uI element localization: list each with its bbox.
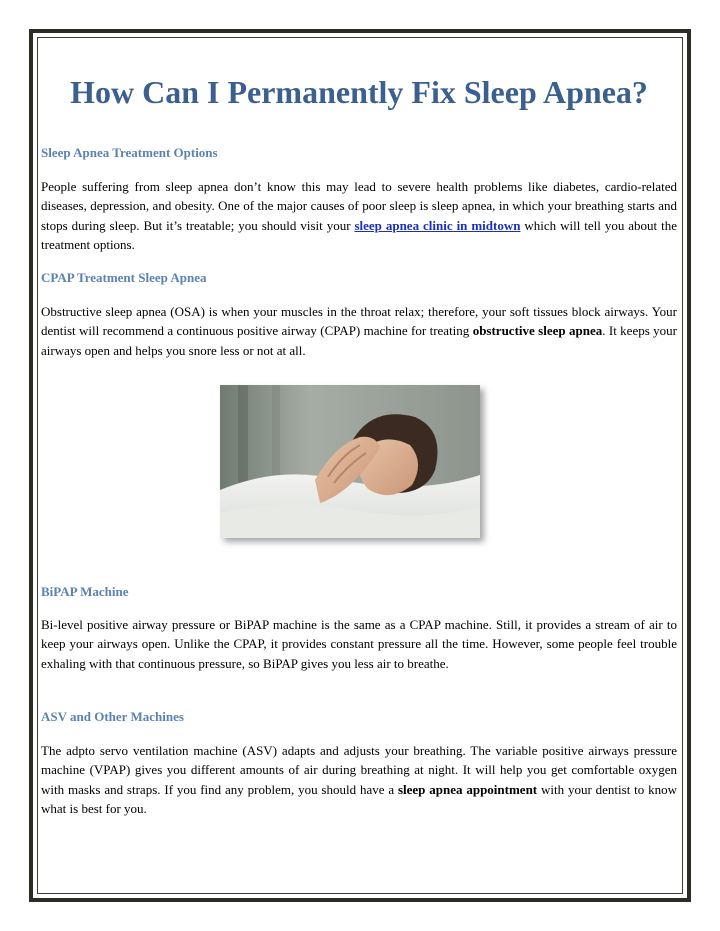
- paragraph-text: which will tell you about the treatment options.: [41, 217, 677, 253]
- sleeping-person-photo: [220, 385, 480, 538]
- paragraph-text: with your dentist to know what is best for you.: [41, 781, 678, 817]
- sleeping-person-illustration: [220, 385, 480, 538]
- paragraph-text: People suffering from sleep apnea don’t know this may lead to severe health problems like diabetes, cardio-related diseases, depression, and obesity. One of the major causes of poor sleep is sleep apnea, in which your breathing starts and stops during sleep. But it’s treatable; you should visit your: [41, 179, 677, 233]
- section-heading-bipap: BiPAP Machine: [41, 584, 129, 599]
- bold-term-sleep-apnea-appointment: sleep apnea appointment: [397, 781, 538, 797]
- page-title: How Can I Permanently Fix Sleep Apnea?: [70, 74, 648, 110]
- section-heading-asv: ASV and Other Machines: [41, 709, 184, 724]
- bold-term-obstructive-sleep-apnea: obstructive sleep apnea: [472, 323, 603, 339]
- section-heading-treatment-options: Sleep Apnea Treatment Options: [41, 145, 218, 160]
- sleep-apnea-clinic-link[interactable]: sleep apnea clinic in midtown: [354, 217, 521, 233]
- paragraph-text: The adpto servo ventilation machine (ASV) adapts and adjusts your breathing. The variable positive airways pressure machine (VPAP) gives you different amounts of air during breathing at night. It will help you get comfortable oxygen with masks and straps. If you find any problem, you should have a: [41, 743, 677, 797]
- paragraph-text: . It keeps your airways open and helps you snore less or not at all.: [41, 323, 677, 358]
- paragraph-text: Obstructive sleep apnea (OSA) is when your muscles in the throat relax; therefore, your soft tissues block airways. Your dentist will recommend a continuous positive airway (CPAP) machine for treating: [41, 304, 677, 339]
- section-paragraph-bipap: Bi-level positive airway pressure or BiPAP machine is the same as a CPAP machine. Still, it provides a stream of air to keep your airways open. Unlike the CPAP, it provides constant pressure all the time. However, some people feel trouble exhaling with that continuous pressure, so BiPAP gives you less air to breathe.: [41, 617, 677, 671]
- section-paragraph-treatment-options: [41, 177, 677, 255]
- section-heading-cpap: CPAP Treatment Sleep Apnea: [41, 270, 207, 285]
- section-paragraph-asv: [41, 741, 677, 819]
- section-paragraph-cpap: [41, 302, 677, 360]
